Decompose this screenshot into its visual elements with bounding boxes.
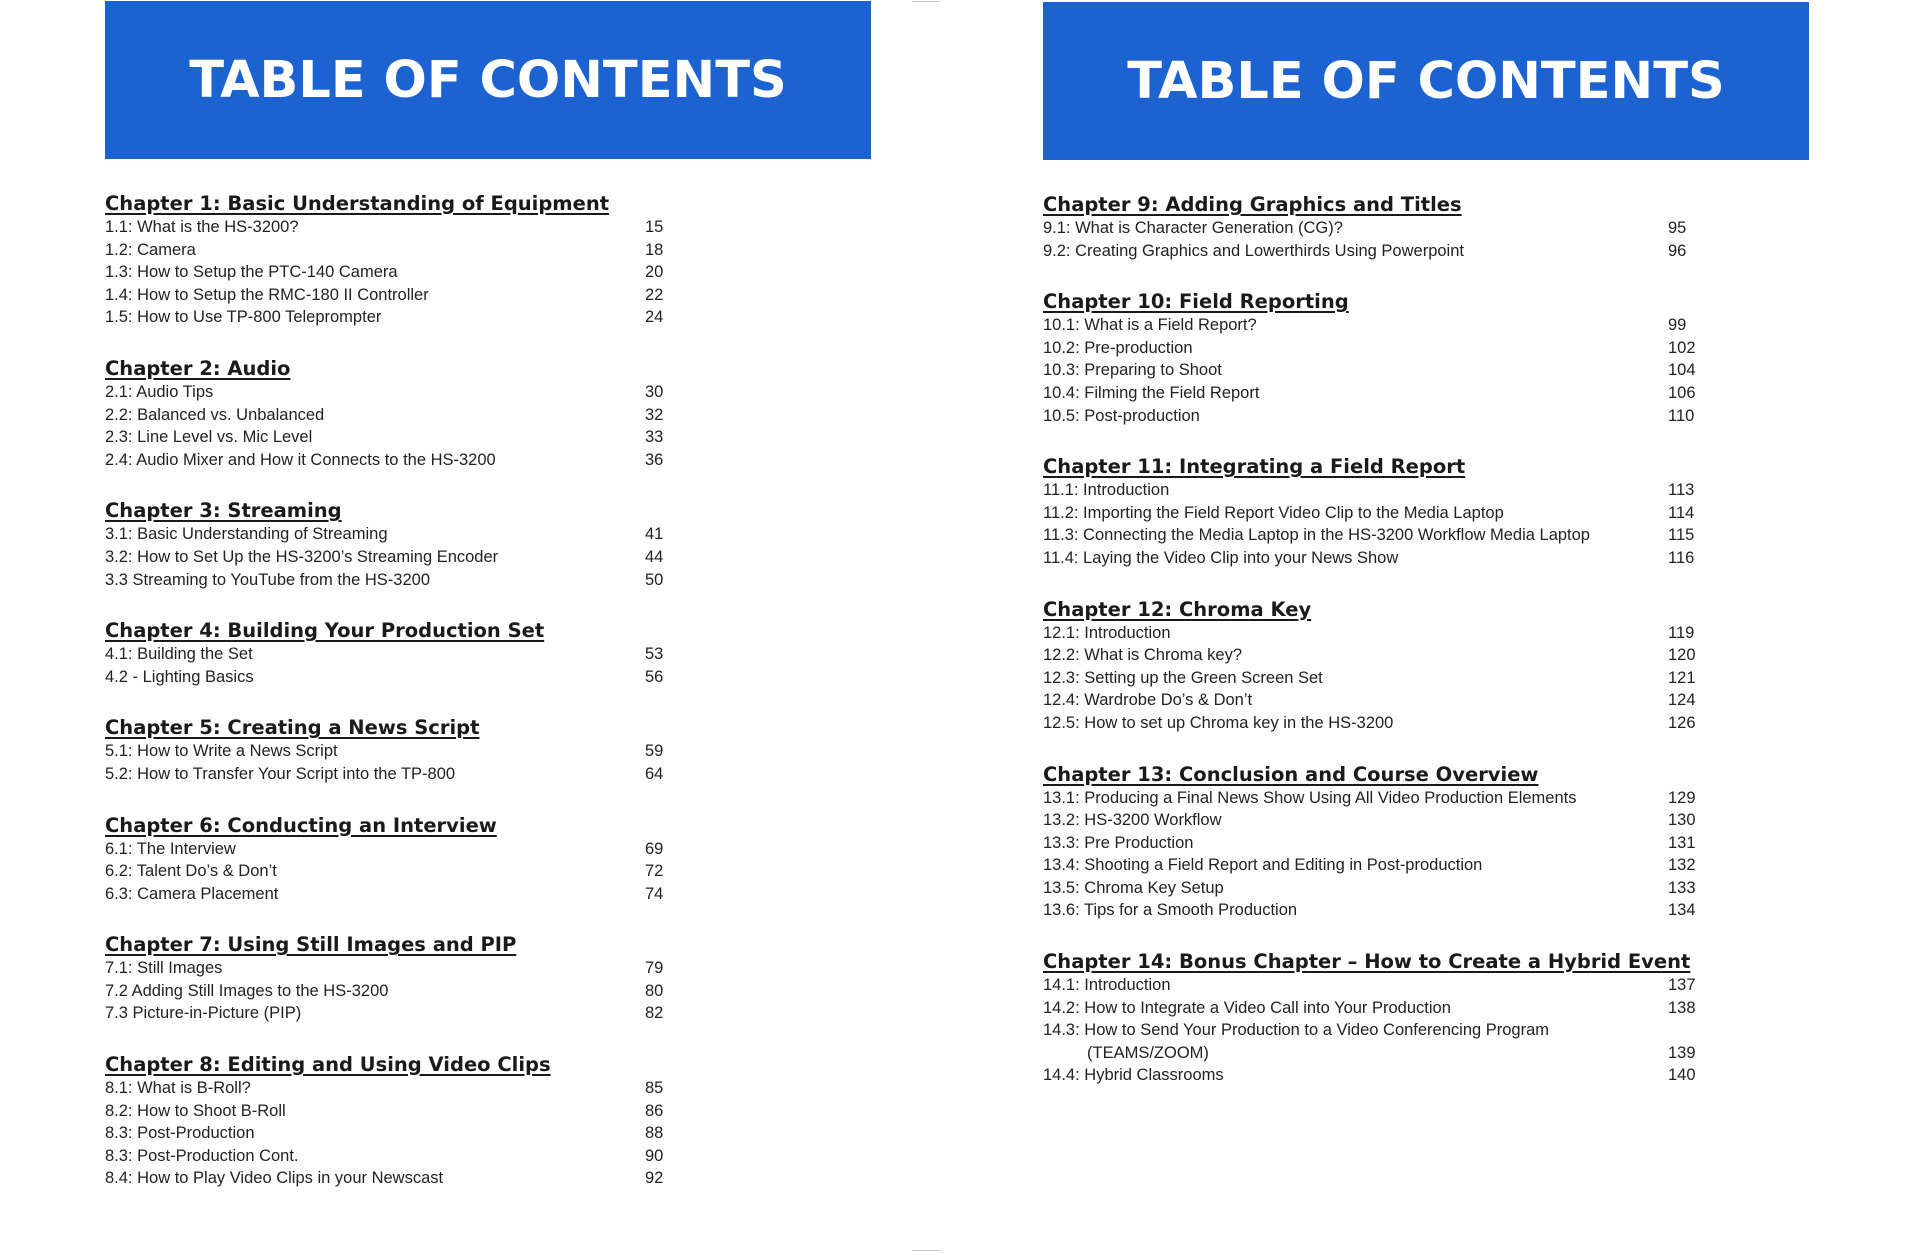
entry-page-number: 79: [645, 959, 664, 978]
entry-page-number: 59: [645, 742, 664, 761]
entry-page-number: 120: [1668, 646, 1696, 665]
toc-entry[interactable]: [105, 239, 871, 262]
entry-page-number: 20: [645, 263, 664, 282]
entry-page-number: 74: [645, 884, 664, 903]
chapter-heading[interactable]: Chapter 8: Editing and Using Video Clips: [105, 1053, 551, 1077]
entry-title: 10.1: What is a Field Report?: [1043, 316, 1257, 335]
entry-title: 12.1: Introduction: [1043, 623, 1171, 642]
toc-entry[interactable]: [1043, 622, 1809, 645]
entry-title: 3.1: Basic Understanding of Streaming: [105, 525, 388, 544]
toc-entry[interactable]: [1043, 337, 1809, 360]
toc-entry[interactable]: [105, 838, 871, 861]
entry-title: 3.3 Streaming to YouTube from the HS-3200: [105, 570, 431, 589]
chapter-heading[interactable]: Chapter 9: Adding Graphics and Titles: [1043, 193, 1462, 216]
entry-title: 8.4: How to Play Video Clips in your Newscast: [105, 1169, 444, 1188]
chapter-section: [105, 715, 871, 785]
entry-title: 6.2: Talent Do’s & Don’t: [105, 862, 277, 881]
entry-title: 8.2: How to Shoot B-Roll: [105, 1101, 286, 1120]
entry-page-number: 96: [1668, 241, 1687, 260]
entry-title: 11.3: Connecting the Media Laptop in the HS-3200 Workflow Media Laptop: [1043, 526, 1590, 545]
title-banner: [105, 1, 871, 159]
entry-title: 1.3: How to Setup the PTC-140 Camera: [105, 263, 398, 282]
table-of-contents: [105, 191, 871, 1190]
entry-title: 11.1: Introduction: [1043, 481, 1170, 500]
chapter-section: [1043, 289, 1809, 427]
toc-entry[interactable]: [1043, 1064, 1809, 1087]
entry-page-number: 33: [645, 428, 664, 447]
chapter-section: [1043, 454, 1809, 569]
toc-entry[interactable]: [105, 1122, 871, 1145]
entry-page-number: 85: [645, 1079, 664, 1098]
toc-entry[interactable]: [105, 666, 871, 689]
chapter-section: [1043, 192, 1809, 262]
entry-title: 8.3: Post-Production Cont.: [105, 1146, 299, 1165]
entry-page-number: 72: [645, 862, 664, 881]
entry-page-number: 140: [1668, 1066, 1696, 1085]
entry-page-number: 22: [645, 285, 664, 304]
entry-title: 10.5: Post-production: [1043, 406, 1200, 425]
toc-entry[interactable]: [105, 740, 871, 763]
entry-title: 10.3: Preparing to Shoot: [1043, 361, 1222, 380]
toc-entry[interactable]: [105, 883, 871, 906]
entry-title: 1.2: Camera: [105, 240, 196, 259]
chapter-section: [1043, 762, 1809, 923]
entry-title: 6.3: Camera Placement: [105, 884, 279, 903]
toc-entry[interactable]: [1043, 667, 1809, 690]
chapter-section: [105, 618, 871, 688]
toc-entry[interactable]: [105, 284, 871, 307]
entry-page-number: 90: [645, 1146, 664, 1165]
toc-entry[interactable]: [105, 216, 871, 239]
entry-title: 2.1: Audio Tips: [105, 382, 214, 401]
toc-entry[interactable]: [105, 763, 871, 786]
chapter-section: [105, 356, 871, 471]
toc-entry[interactable]: [105, 643, 871, 666]
toc-entry[interactable]: [1043, 240, 1809, 263]
entry-page-number: 95: [1668, 219, 1687, 237]
entry-title: 14.4: Hybrid Classrooms: [1043, 1066, 1224, 1085]
entry-title: 13.4: Shooting a Field Report and Editing in Post-production: [1043, 856, 1483, 875]
toc-entry[interactable]: [1043, 809, 1809, 832]
fold-mark-bottom: [912, 1250, 940, 1251]
toc-entry[interactable]: [1043, 712, 1809, 735]
chapter-section: [105, 813, 871, 906]
entry-page-number: 92: [645, 1169, 664, 1188]
chapter-section: [1043, 949, 1809, 1087]
chapter-heading[interactable]: Chapter 12: Chroma Key: [1043, 597, 1312, 621]
entry-page-number: 110: [1668, 406, 1695, 425]
entry-page-number: 126: [1668, 713, 1696, 732]
entry-page-number: 88: [645, 1124, 664, 1143]
entry-title: 13.5: Chroma Key Setup: [1043, 878, 1224, 897]
entry-page-number: 69: [645, 839, 664, 858]
entry-page-number: 44: [645, 547, 664, 566]
entry-page-number: 130: [1668, 811, 1696, 830]
entry-page-number: 102: [1668, 338, 1696, 357]
entry-page-number: 32: [645, 405, 664, 424]
entry-page-number: 133: [1668, 878, 1696, 897]
table-of-contents: [1043, 192, 1809, 1087]
chapter-section: [105, 932, 871, 1025]
entry-page-number: 30: [645, 382, 664, 401]
toc-entry[interactable]: [105, 306, 871, 329]
toc-entry[interactable]: [1043, 359, 1809, 382]
toc-entry[interactable]: [1043, 524, 1809, 547]
toc-entry[interactable]: [105, 1167, 871, 1190]
entry-title: 13.1: Producing a Final News Show Using All Video Production Elements: [1043, 788, 1577, 807]
entry-title: 9.1: What is Character Generation (CG)?: [1043, 219, 1343, 237]
entry-title: 1.4: How to Setup the RMC-180 II Controller: [105, 285, 429, 304]
entry-title: 2.2: Balanced vs. Unbalanced: [105, 405, 325, 424]
entry-title: 13.3: Pre Production: [1043, 833, 1194, 852]
entry-page-number: 113: [1668, 481, 1695, 500]
entry-title: 13.2: HS-3200 Workflow: [1043, 811, 1222, 830]
chapter-section: [1043, 597, 1809, 735]
entry-page-number: 15: [645, 218, 664, 236]
entry-page-number: 119: [1668, 623, 1695, 642]
entry-title: 7.1: Still Images: [105, 959, 223, 978]
toc-entry[interactable]: [105, 860, 871, 883]
entry-title: 14.3: How to Send Your Production to a Video Conferencing Program: [1043, 1021, 1550, 1040]
toc-entry[interactable]: [105, 569, 871, 592]
entry-page-number: 99: [1668, 316, 1687, 335]
entry-title: 8.1: What is B-Roll?: [105, 1079, 251, 1098]
entry-title: 5.1: How to Write a News Script: [105, 742, 338, 761]
toc-entry[interactable]: [105, 426, 871, 449]
entry-page-number: 137: [1668, 976, 1696, 995]
toc-entry[interactable]: [1043, 644, 1809, 667]
toc-entry[interactable]: [1043, 689, 1809, 712]
entry-page-number: 104: [1668, 361, 1696, 380]
page-title: TABLE OF CONTENTS: [189, 50, 787, 110]
entry-page-number: 129: [1668, 788, 1696, 807]
entry-page-number: 115: [1668, 526, 1695, 545]
toc-entry[interactable]: [105, 523, 871, 546]
entry-title: 13.6: Tips for a Smooth Production: [1043, 901, 1298, 920]
entry-title: 7.3 Picture-in-Picture (PIP): [105, 1004, 302, 1023]
entry-page-number: 121: [1668, 668, 1696, 687]
entry-title: 12.2: What is Chroma key?: [1043, 646, 1242, 665]
entry-page-number: 56: [645, 667, 664, 686]
chapter-heading[interactable]: Chapter 4: Building Your Production Set: [105, 619, 545, 643]
entry-page-number: 24: [645, 308, 664, 327]
entry-page-number: 18: [645, 240, 664, 259]
entry-page-number: 106: [1668, 383, 1696, 402]
entry-title: 3.2: How to Set Up the HS-3200’s Streaming Encoder: [105, 547, 499, 566]
toc-entry[interactable]: [105, 1145, 871, 1168]
page-title: TABLE OF CONTENTS: [1127, 51, 1725, 111]
entry-title: 11.2: Importing the Field Report Video Clip to the Media Laptop: [1043, 503, 1504, 522]
entry-page-number: 53: [645, 645, 664, 664]
left-page: [105, 0, 871, 1217]
entry-page-number: 86: [645, 1101, 664, 1120]
chapter-section: [105, 498, 871, 591]
toc-entry[interactable]: [1043, 974, 1809, 997]
toc-entry[interactable]: [105, 546, 871, 569]
entry-title: 5.2: How to Transfer Your Script into the TP-800: [105, 764, 456, 783]
entry-page-number: 41: [645, 525, 664, 544]
toc-entry[interactable]: [105, 1077, 871, 1100]
entry-page-number: 82: [645, 1004, 664, 1023]
right-page: [1043, 0, 1809, 1114]
toc-entry[interactable]: [1043, 314, 1809, 337]
toc-entry[interactable]: [105, 381, 871, 404]
entry-page-number: 114: [1668, 503, 1695, 522]
entry-title: 10.4: Filming the Field Report: [1043, 383, 1260, 402]
toc-entry[interactable]: [1043, 997, 1809, 1020]
fold-mark-top: [912, 1, 940, 2]
toc-entry[interactable]: [105, 1100, 871, 1123]
toc-entry[interactable]: [105, 404, 871, 427]
toc-entry[interactable]: [1043, 1019, 1809, 1064]
chapter-section: [105, 191, 871, 329]
chapter-heading[interactable]: Chapter 6: Conducting an Interview: [105, 813, 497, 837]
entry-title: 2.4: Audio Mixer and How it Connects to the HS-3200: [105, 450, 496, 469]
entry-page-number: 132: [1668, 856, 1696, 875]
entry-title: 12.4: Wardrobe Do’s & Don’t: [1043, 691, 1253, 710]
toc-entry[interactable]: [1043, 479, 1809, 502]
entry-page-number: 139: [1668, 1043, 1696, 1062]
entry-title: 12.3: Setting up the Green Screen Set: [1043, 668, 1323, 687]
chapter-heading[interactable]: Chapter 11: Integrating a Field Report: [1043, 455, 1466, 479]
entry-title: 9.2: Creating Graphics and Lowerthirds Using Powerpoint: [1043, 241, 1464, 260]
toc-entry[interactable]: [1043, 405, 1809, 428]
entry-page-number: 80: [645, 981, 664, 1000]
toc-entry[interactable]: [1043, 899, 1809, 922]
entry-page-number: 36: [645, 450, 664, 469]
toc-entry[interactable]: [105, 449, 871, 472]
entry-title: 4.1: Building the Set: [105, 645, 253, 664]
entry-title: 14.1: Introduction: [1043, 976, 1171, 995]
entry-title: 4.2 - Lighting Basics: [105, 667, 254, 686]
entry-page-number: 138: [1668, 998, 1696, 1017]
chapter-heading[interactable]: Chapter 7: Using Still Images and PIP: [105, 933, 517, 957]
chapter-heading[interactable]: Chapter 2: Audio: [105, 356, 291, 380]
entry-title: 10.2: Pre-production: [1043, 338, 1193, 357]
entry-page-number: 134: [1668, 901, 1696, 920]
entry-title-block: [1043, 1019, 1549, 1064]
entry-page-number: 64: [645, 764, 664, 783]
entry-page-number: 116: [1668, 548, 1695, 567]
entry-title: 12.5: How to set up Chroma key in the HS-3200: [1043, 713, 1394, 732]
title-banner: [1043, 2, 1809, 160]
toc-entry[interactable]: [1043, 217, 1809, 240]
entry-title-continuation: (TEAMS/ZOOM): [1087, 1043, 1209, 1062]
entry-page-number: 131: [1668, 833, 1696, 852]
entry-title: 14.2: How to Integrate a Video Call into Your Production: [1043, 998, 1451, 1017]
entry-title: 1.1: What is the HS-3200?: [105, 218, 299, 236]
toc-entry[interactable]: [1043, 832, 1809, 855]
toc-entry[interactable]: [1043, 547, 1809, 570]
chapter-heading[interactable]: Chapter 1: Basic Understanding of Equipment: [105, 192, 610, 215]
chapter-section: [105, 1052, 871, 1190]
chapter-heading[interactable]: Chapter 13: Conclusion and Course Overview: [1043, 762, 1539, 786]
toc-entry[interactable]: [1043, 382, 1809, 405]
toc-entry[interactable]: [1043, 787, 1809, 810]
chapter-heading[interactable]: Chapter 10: Field Reporting: [1043, 290, 1349, 314]
entry-page-number: 50: [645, 570, 664, 589]
toc-entry[interactable]: [105, 261, 871, 284]
toc-entry[interactable]: [105, 980, 871, 1003]
entry-title: 6.1: The Interview: [105, 839, 236, 858]
entry-title: 11.4: Laying the Video Clip into your News Show: [1043, 548, 1399, 567]
entry-page-number: 124: [1668, 691, 1696, 710]
toc-entry[interactable]: [1043, 877, 1809, 900]
chapter-heading[interactable]: Chapter 5: Creating a News Script: [105, 716, 480, 740]
entry-title: 1.5: How to Use TP-800 Teleprompter: [105, 308, 382, 327]
entry-title: 8.3: Post-Production: [105, 1124, 255, 1143]
toc-entry[interactable]: [1043, 502, 1809, 525]
chapter-heading[interactable]: Chapter 14: Bonus Chapter – How to Create a Hybrid Event: [1043, 950, 1691, 974]
toc-entry[interactable]: [105, 1002, 871, 1025]
entry-title: 2.3: Line Level vs. Mic Level: [105, 428, 313, 447]
toc-entry[interactable]: [105, 957, 871, 980]
toc-entry[interactable]: [1043, 854, 1809, 877]
chapter-heading[interactable]: Chapter 3: Streaming: [105, 499, 342, 523]
entry-title: 7.2 Adding Still Images to the HS-3200: [105, 981, 389, 1000]
